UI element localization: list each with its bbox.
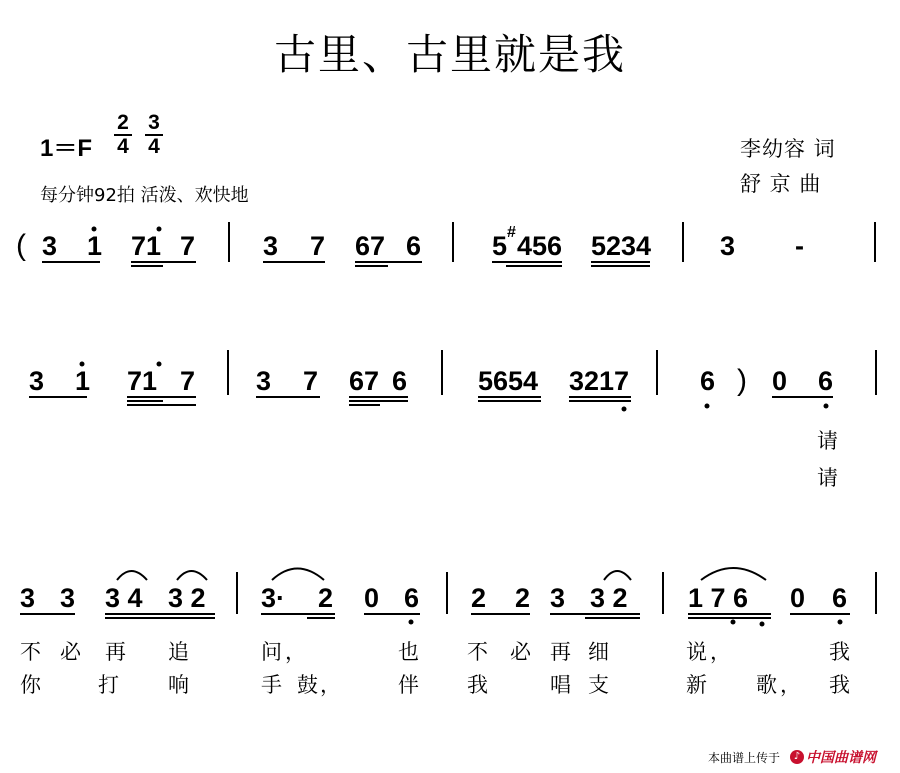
note: 5654 [478,366,539,396]
lyric: 手 [261,673,282,697]
note: 3217 [569,366,630,396]
lyric: 追 [168,640,189,664]
slur [701,568,766,580]
octave-dot [838,620,843,625]
slur [604,571,631,580]
lyric: 再 [105,640,126,664]
lyric: 伴 [398,673,419,697]
close-paren: ) [737,364,747,397]
note: 3 [720,231,736,261]
note: 7 [180,366,196,396]
time-signature-top: 2 [117,111,129,134]
open-paren: ( [16,229,26,262]
note: 1 [75,366,91,396]
lyric: 唱 [550,673,571,697]
note: 0 [772,366,788,396]
octave-dot [705,404,710,409]
note: 7 [303,366,319,396]
note: 3 [263,231,279,261]
logo-text: 中国曲谱网 [806,749,876,765]
note: 2 [515,583,531,613]
lyric: 打 [98,673,119,697]
sustain-dash: - [795,231,804,261]
note: 6 [404,583,420,613]
note: 3 [20,583,36,613]
note: 67 [349,366,380,396]
note: 3 [60,583,76,613]
time-signature-bottom: 4 [117,135,129,158]
note: 5 [492,231,508,261]
note: 0 [364,583,380,613]
lyric: ， [285,640,306,664]
note: 71 [127,366,158,396]
octave-dot [824,404,829,409]
lyric: 请 [817,466,838,490]
note: 3 [550,583,566,613]
lyric: 歌 [756,673,777,697]
octave-dot [409,620,414,625]
note: 6 [392,366,408,396]
note: 3 2 [168,583,206,613]
lyric: 必 [60,640,81,664]
lyric: 说 [686,640,707,664]
octave-dot [157,362,162,367]
lyric: 支 [588,673,609,697]
lyric: 我 [829,640,850,664]
note: 3 [256,366,272,396]
note: 6 [818,366,834,396]
lyric: 细 [588,640,609,664]
sharp-sign: # [507,224,516,241]
lyric: 必 [510,640,531,664]
composer-credit: 舒 京 曲 [740,172,822,196]
note: 456 [517,231,563,261]
tempo-marking: 每分钟92拍 活泼、欢快地 [40,185,249,206]
note: 6 [406,231,422,261]
lyric: ， [710,640,731,664]
lyric: 新 [686,673,707,697]
octave-dot [760,622,765,627]
note: 3· [261,583,286,613]
note: 3 [42,231,58,261]
note: 2 [471,583,487,613]
logo-icon: ♪ [790,750,804,764]
note: 6 [832,583,848,613]
site-logo[interactable] [790,747,876,767]
slur [117,571,147,580]
upload-note: 本曲谱上传于 [708,751,781,765]
time-signature-top: 3 [148,111,160,134]
octave-dot [731,620,736,625]
lyric: ， [780,673,801,697]
note: 0 [790,583,806,613]
note: 1 7 6 [688,583,749,613]
slur [272,569,324,581]
time-signature-bottom: 4 [148,135,160,158]
lyric: 再 [550,640,571,664]
score-title: 古里、古里就是我 [273,30,626,79]
note: 5234 [591,231,652,261]
lyric: 我 [467,673,488,697]
lyric: 请 [817,429,838,453]
note: 7 [310,231,326,261]
lyric: 不 [20,640,41,664]
lyricist-credit: 李幼容 词 [740,137,836,161]
note: 2 [318,583,334,613]
note: 7 [180,231,196,261]
key-signature: 1＝F [40,135,93,162]
note: 1 [87,231,103,261]
lyric: 鼓 [297,673,318,697]
lyric: 你 [20,673,41,697]
note: 6 [700,366,716,396]
note: 3 2 [590,583,628,613]
lyric: 我 [829,673,850,697]
lyric: 响 [168,673,189,697]
lyric: 也 [398,640,419,664]
lyric: 问 [261,640,282,664]
note: 67 [355,231,386,261]
octave-dot [622,407,627,412]
note: 3 [29,366,45,396]
lyric: 不 [467,640,488,664]
lyric: ， [320,673,341,697]
note: 3 4 [105,583,143,613]
note: 71 [131,231,162,261]
slur [177,571,207,580]
